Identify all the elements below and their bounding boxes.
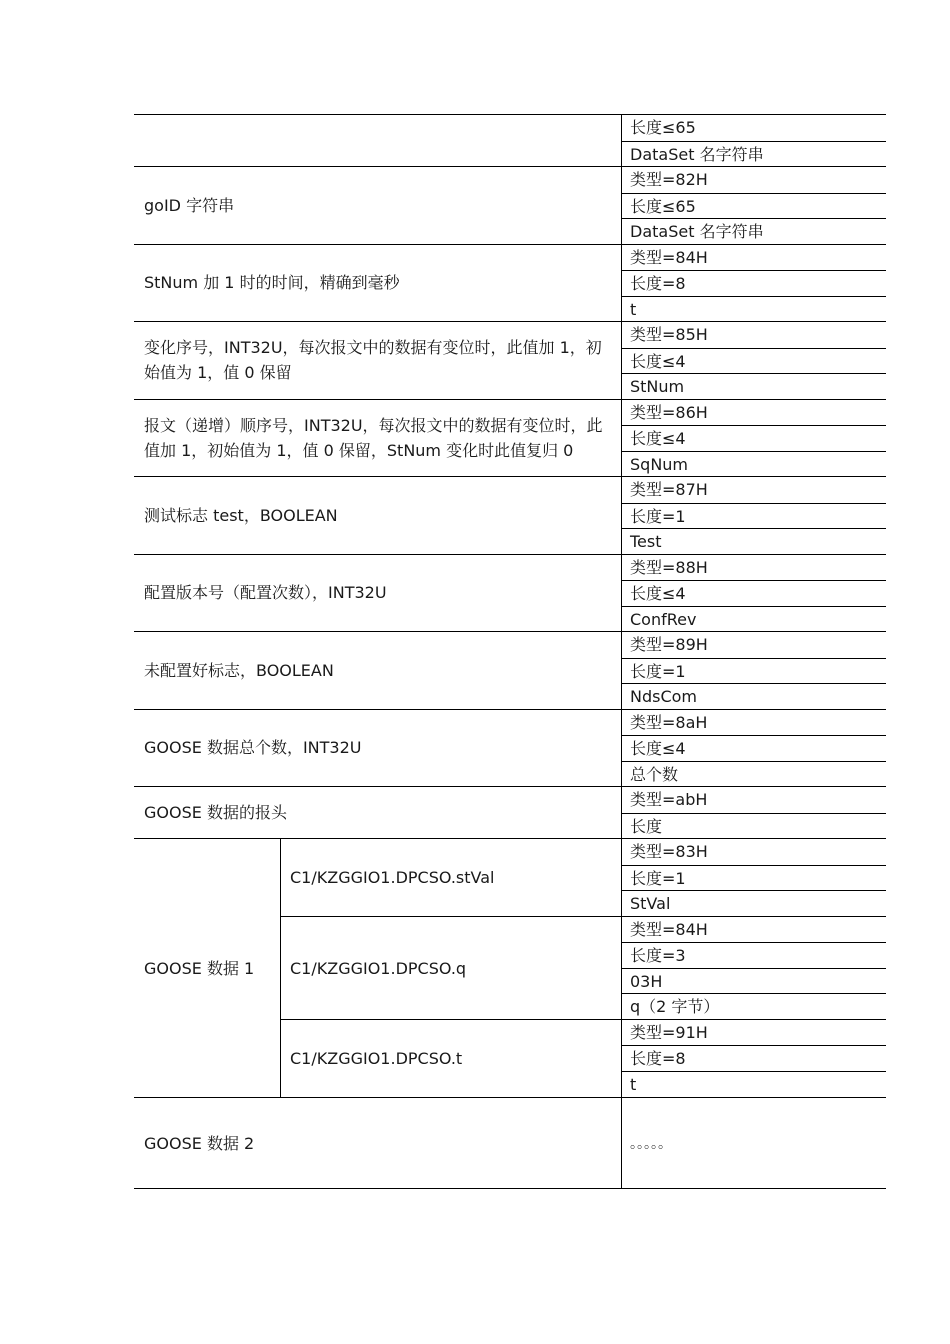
- goose-data-attribute-value: q（2 字节）: [622, 993, 886, 1019]
- goose-data-attribute-value: t: [622, 1071, 886, 1097]
- goose-data-attribute-name: C1/KZGGIO1.DPCSO.q: [281, 916, 621, 1019]
- field-row: [134, 554, 886, 632]
- field-value: 类型=86H: [630, 402, 708, 422]
- field-value: 长度≤65: [630, 118, 696, 137]
- field-value: 类型=85H: [630, 325, 708, 344]
- goose-data-attribute-value: 03H: [622, 968, 886, 994]
- field-description: GOOSE 数据总个数，INT32U: [144, 738, 362, 758]
- field-value: SqNum: [622, 451, 886, 477]
- field-value: 类型=84H: [630, 247, 708, 267]
- goose-data-2-value: 。。。。。: [630, 1136, 672, 1152]
- field-value: 类型=8aH: [630, 712, 708, 732]
- field-value: NdsCom: [622, 683, 886, 709]
- field-value: 长度=1: [622, 503, 886, 529]
- field-value: DataSet 名字符串: [622, 218, 886, 244]
- goose-data-attribute-value: 长度=8: [622, 1045, 886, 1071]
- field-value: StNum: [622, 373, 886, 399]
- field-row: [134, 244, 886, 322]
- goose-data-attribute-name: C1/KZGGIO1.DPCSO.t: [281, 1019, 621, 1097]
- goose-data-attribute-value: 长度=3: [622, 942, 886, 968]
- field-value: 长度≤4: [622, 425, 886, 451]
- field-value: DataSet 名字符串: [622, 141, 886, 167]
- field-row: [134, 476, 886, 554]
- field-value: t: [622, 296, 886, 322]
- field-value: Test: [622, 528, 886, 554]
- goose-data-attribute-name: C1/KZGGIO1.DPCSO.stVal: [290, 867, 495, 887]
- field-value: ConfRev: [622, 606, 886, 632]
- field-row: [134, 631, 886, 709]
- field-row: [134, 786, 886, 838]
- goose-data-attribute-value: 长度=1: [622, 865, 886, 891]
- field-description: 报文（递增）顺序号，INT32U，每次报文中的数据有变位时，此值加 1，初始值为 1，值 0 保留，StNum 变化时此值复归 0: [144, 415, 603, 460]
- field-row: [134, 709, 886, 787]
- field-value: 类型=87H: [630, 480, 708, 499]
- field-description: GOOSE 数据的报头: [144, 803, 287, 822]
- field-value: 长度: [622, 813, 886, 839]
- field-value: 长度=1: [622, 658, 886, 684]
- field-description: [134, 115, 621, 166]
- goose-data-1-row: [134, 838, 886, 1097]
- field-description: 未配置好标志，BOOLEAN: [144, 660, 334, 680]
- field-value: 长度≤4: [622, 580, 886, 606]
- field-value: 类型=82H: [630, 170, 708, 189]
- field-value: 长度≤4: [622, 735, 886, 761]
- field-value: 总个数: [622, 761, 886, 787]
- field-row: [134, 114, 886, 166]
- goose-data-1-label: GOOSE 数据 1: [134, 839, 281, 1097]
- field-value: 类型=abH: [630, 790, 708, 809]
- goose-data-attribute-value: 类型=84H: [630, 919, 708, 939]
- field-description: StNum 加 1 时的时间，精确到毫秒: [144, 273, 400, 293]
- goose-data-2-row: [134, 1097, 886, 1189]
- field-value: 长度≤4: [622, 348, 886, 374]
- goose-data-attribute-value: 类型=91H: [630, 1022, 708, 1042]
- field-value: 类型=89H: [630, 635, 708, 654]
- field-description: 测试标志 test，BOOLEAN: [144, 505, 338, 525]
- field-row: [134, 321, 886, 399]
- field-value: 长度=8: [622, 270, 886, 296]
- field-description: 配置版本号（配置次数），INT32U: [144, 583, 387, 603]
- field-description: 变化序号，INT32U，每次报文中的数据有变位时，此值加 1，初始值为 1，值 0 保留: [144, 338, 602, 383]
- goose-data-2-label: GOOSE 数据 2: [144, 1133, 255, 1153]
- field-value: 类型=88H: [630, 557, 708, 577]
- field-description: goID 字符串: [144, 195, 235, 215]
- field-row: [134, 399, 886, 477]
- goose-data-attribute-value: 类型=83H: [630, 842, 708, 861]
- field-value: 长度≤65: [622, 193, 886, 219]
- goose-data-attribute-value: StVal: [622, 890, 886, 916]
- goose-frame-table: [134, 114, 886, 1189]
- field-row: [134, 166, 886, 244]
